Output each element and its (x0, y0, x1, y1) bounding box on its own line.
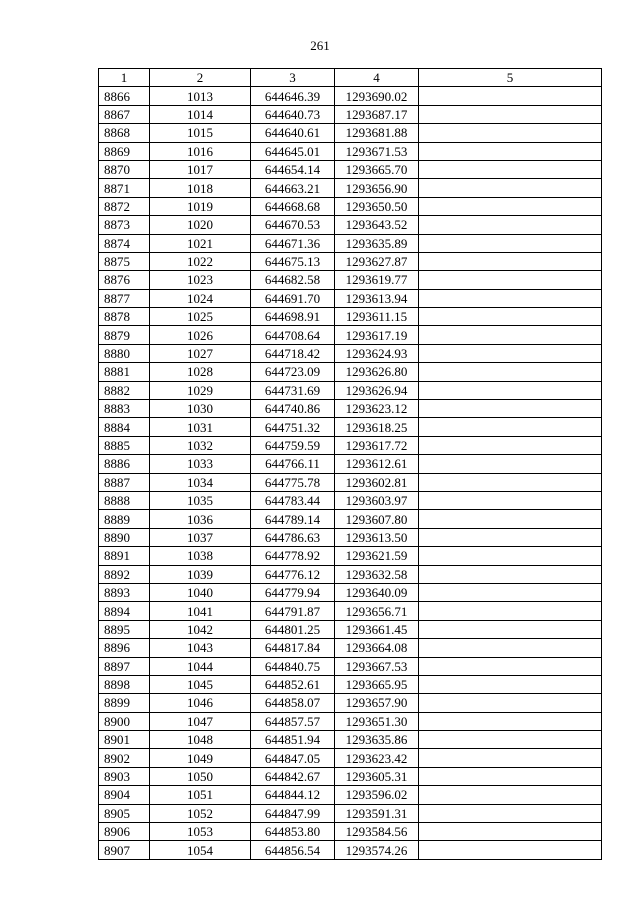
table-cell: 1293665.70 (335, 160, 419, 178)
table-cell: 8893 (99, 583, 150, 601)
table-cell: 1036 (150, 510, 251, 528)
table-cell: 644801.25 (251, 620, 335, 638)
table-cell: 8904 (99, 786, 150, 804)
table-cell: 8873 (99, 216, 150, 234)
table-cell (419, 105, 602, 123)
page-number: 261 (310, 38, 330, 53)
table-cell (419, 547, 602, 565)
table-row (99, 694, 602, 712)
table-cell: 1039 (150, 565, 251, 583)
table-header-row (99, 69, 602, 87)
column-header: 2 (150, 69, 251, 87)
table-row (99, 363, 602, 381)
table-cell: 8867 (99, 105, 150, 123)
table-row (99, 326, 602, 344)
table-cell: 8899 (99, 694, 150, 712)
table-cell (419, 491, 602, 509)
table-cell: 1293656.90 (335, 179, 419, 197)
table-cell (419, 712, 602, 730)
table-cell: 1023 (150, 271, 251, 289)
table-cell: 644852.61 (251, 675, 335, 693)
table-cell: 1293632.58 (335, 565, 419, 583)
table-cell: 1293626.94 (335, 381, 419, 399)
table-cell: 8887 (99, 473, 150, 491)
table-row (99, 436, 602, 454)
table-cell: 8871 (99, 179, 150, 197)
table-cell (419, 455, 602, 473)
table-cell (419, 179, 602, 197)
table-cell: 1028 (150, 363, 251, 381)
table-cell: 1293612.61 (335, 455, 419, 473)
table-cell: 1034 (150, 473, 251, 491)
table-cell: 1029 (150, 381, 251, 399)
table-cell: 8888 (99, 491, 150, 509)
table-cell (419, 694, 602, 712)
table-cell: 1014 (150, 105, 251, 123)
table-cell: 1020 (150, 216, 251, 234)
table-cell: 8875 (99, 252, 150, 270)
table-cell: 8880 (99, 344, 150, 362)
table-cell: 1293603.97 (335, 491, 419, 509)
table-cell: 644858.07 (251, 694, 335, 712)
table-cell: 644671.36 (251, 234, 335, 252)
table-row (99, 583, 602, 601)
table-row (99, 767, 602, 785)
table-cell: 8889 (99, 510, 150, 528)
table-cell: 1293596.02 (335, 786, 419, 804)
table-row (99, 620, 602, 638)
table-cell: 644708.64 (251, 326, 335, 344)
coordinates-table (98, 68, 602, 860)
table-cell: 1293661.45 (335, 620, 419, 638)
table-row (99, 418, 602, 436)
table-row (99, 124, 602, 142)
table-row (99, 234, 602, 252)
table-cell (419, 473, 602, 491)
table-cell: 1050 (150, 767, 251, 785)
table-cell: 1293664.08 (335, 639, 419, 657)
table-cell: 1293657.90 (335, 694, 419, 712)
table-cell (419, 363, 602, 381)
table-cell: 1052 (150, 804, 251, 822)
table-cell: 1293623.42 (335, 749, 419, 767)
table-cell (419, 271, 602, 289)
table-cell: 1293617.72 (335, 436, 419, 454)
table-row (99, 491, 602, 509)
table-cell: 8886 (99, 455, 150, 473)
table-cell: 644682.58 (251, 271, 335, 289)
table-cell (419, 657, 602, 675)
table-cell (419, 565, 602, 583)
table-cell: 8902 (99, 749, 150, 767)
table-cell: 644698.91 (251, 308, 335, 326)
table-cell: 1293611.15 (335, 308, 419, 326)
table-cell: 8874 (99, 234, 150, 252)
table-row (99, 344, 602, 362)
table-row (99, 547, 602, 565)
table-cell: 644842.67 (251, 767, 335, 785)
table-cell: 8895 (99, 620, 150, 638)
table-cell: 1016 (150, 142, 251, 160)
table-cell (419, 197, 602, 215)
table-row (99, 804, 602, 822)
table-cell: 644668.68 (251, 197, 335, 215)
table-cell (419, 400, 602, 418)
table-row (99, 510, 602, 528)
table-cell: 644646.39 (251, 87, 335, 105)
table-cell: 1049 (150, 749, 251, 767)
table-cell: 8905 (99, 804, 150, 822)
table-row (99, 749, 602, 767)
table-cell (419, 344, 602, 362)
table-cell: 1038 (150, 547, 251, 565)
table-cell: 1013 (150, 87, 251, 105)
table-cell: 8907 (99, 841, 150, 859)
table-cell: 1017 (150, 160, 251, 178)
table-cell (419, 308, 602, 326)
table-row (99, 657, 602, 675)
table-row (99, 381, 602, 399)
table-cell: 8882 (99, 381, 150, 399)
table-cell (419, 510, 602, 528)
table-cell: 8891 (99, 547, 150, 565)
table-cell: 644670.53 (251, 216, 335, 234)
table-row (99, 87, 602, 105)
table-cell: 8890 (99, 528, 150, 546)
table-cell: 644853.80 (251, 823, 335, 841)
table-cell: 1037 (150, 528, 251, 546)
table-cell (419, 87, 602, 105)
table-cell (419, 436, 602, 454)
table-row (99, 786, 602, 804)
table-cell: 8872 (99, 197, 150, 215)
table-cell: 1293623.12 (335, 400, 419, 418)
table-cell: 1024 (150, 289, 251, 307)
table-cell: 644789.14 (251, 510, 335, 528)
table-cell (419, 823, 602, 841)
table-row (99, 841, 602, 859)
table-cell: 1293665.95 (335, 675, 419, 693)
table-cell: 1293643.52 (335, 216, 419, 234)
table-cell: 1018 (150, 179, 251, 197)
table-cell: 8884 (99, 418, 150, 436)
table-row (99, 179, 602, 197)
table-cell: 1040 (150, 583, 251, 601)
table-cell: 1293618.25 (335, 418, 419, 436)
table-cell: 8881 (99, 363, 150, 381)
table-row (99, 528, 602, 546)
table-cell: 644775.78 (251, 473, 335, 491)
table-cell: 1293621.59 (335, 547, 419, 565)
table-cell: 644851.94 (251, 731, 335, 749)
table-cell: 8901 (99, 731, 150, 749)
table-row (99, 473, 602, 491)
table-cell: 1293626.80 (335, 363, 419, 381)
table-cell: 8906 (99, 823, 150, 841)
table-cell: 1293613.94 (335, 289, 419, 307)
table-row (99, 252, 602, 270)
table-cell (419, 418, 602, 436)
table-cell (419, 583, 602, 601)
table-cell: 644783.44 (251, 491, 335, 509)
table-cell: 1026 (150, 326, 251, 344)
table-cell: 1054 (150, 841, 251, 859)
table-cell: 644740.86 (251, 400, 335, 418)
table-cell (419, 124, 602, 142)
table-cell (419, 675, 602, 693)
table-cell: 1027 (150, 344, 251, 362)
table-cell: 1031 (150, 418, 251, 436)
table-row (99, 289, 602, 307)
table-row (99, 823, 602, 841)
table-cell: 644856.54 (251, 841, 335, 859)
table-cell: 644723.09 (251, 363, 335, 381)
table-cell: 1293627.87 (335, 252, 419, 270)
table-cell: 8866 (99, 87, 150, 105)
table-cell (419, 326, 602, 344)
table-cell (419, 528, 602, 546)
table-cell: 1293591.31 (335, 804, 419, 822)
table-cell: 8897 (99, 657, 150, 675)
table-cell (419, 234, 602, 252)
table-cell: 1044 (150, 657, 251, 675)
table-cell: 644759.59 (251, 436, 335, 454)
table-cell (419, 804, 602, 822)
table-cell: 1293667.53 (335, 657, 419, 675)
table-cell: 1051 (150, 786, 251, 804)
table-cell: 1293605.31 (335, 767, 419, 785)
table-cell: 8879 (99, 326, 150, 344)
column-header: 4 (335, 69, 419, 87)
table-cell: 1021 (150, 234, 251, 252)
table-cell: 1293617.19 (335, 326, 419, 344)
table-cell: 1293619.77 (335, 271, 419, 289)
table-cell: 1293687.17 (335, 105, 419, 123)
table-cell (419, 381, 602, 399)
table-cell (419, 216, 602, 234)
table-cell (419, 767, 602, 785)
table-cell: 8877 (99, 289, 150, 307)
table-cell: 1030 (150, 400, 251, 418)
table-cell: 8883 (99, 400, 150, 418)
table-row (99, 712, 602, 730)
table-cell: 644778.92 (251, 547, 335, 565)
table-cell: 644766.11 (251, 455, 335, 473)
table-cell (419, 786, 602, 804)
table-cell (419, 749, 602, 767)
table-cell: 644840.75 (251, 657, 335, 675)
table-cell: 1293602.81 (335, 473, 419, 491)
table-cell: 1293635.86 (335, 731, 419, 749)
table-cell: 1293671.53 (335, 142, 419, 160)
table-cell: 1293574.26 (335, 841, 419, 859)
table-body (99, 87, 602, 859)
table-cell: 644847.05 (251, 749, 335, 767)
table-cell: 1293624.93 (335, 344, 419, 362)
table-cell: 644847.99 (251, 804, 335, 822)
table-cell: 644857.57 (251, 712, 335, 730)
table-cell: 8878 (99, 308, 150, 326)
table-cell: 1293613.50 (335, 528, 419, 546)
table-cell: 644645.01 (251, 142, 335, 160)
table-cell: 644786.63 (251, 528, 335, 546)
table-row (99, 216, 602, 234)
table-cell: 644791.87 (251, 602, 335, 620)
table-cell: 1032 (150, 436, 251, 454)
table-cell (419, 252, 602, 270)
table-cell: 1293635.89 (335, 234, 419, 252)
table-row (99, 308, 602, 326)
table-cell: 644776.12 (251, 565, 335, 583)
table-cell (419, 602, 602, 620)
table-cell: 1022 (150, 252, 251, 270)
table-cell: 1053 (150, 823, 251, 841)
table-cell: 644691.70 (251, 289, 335, 307)
table-row (99, 639, 602, 657)
table-cell (419, 160, 602, 178)
table-cell: 1019 (150, 197, 251, 215)
table-cell: 644751.32 (251, 418, 335, 436)
table-cell: 1293584.56 (335, 823, 419, 841)
table-cell: 8900 (99, 712, 150, 730)
table-cell: 1045 (150, 675, 251, 693)
table-cell: 1043 (150, 639, 251, 657)
table-cell: 1293640.09 (335, 583, 419, 601)
table-row (99, 271, 602, 289)
table-cell: 1293651.30 (335, 712, 419, 730)
table-cell (419, 639, 602, 657)
table-cell (419, 731, 602, 749)
table-row (99, 731, 602, 749)
table-cell: 1293681.88 (335, 124, 419, 142)
table-cell: 644779.94 (251, 583, 335, 601)
table-row (99, 602, 602, 620)
table-cell: 8869 (99, 142, 150, 160)
table-row (99, 675, 602, 693)
table-cell: 1046 (150, 694, 251, 712)
table-cell: 1048 (150, 731, 251, 749)
table-cell: 8894 (99, 602, 150, 620)
table-cell: 1042 (150, 620, 251, 638)
table-cell: 1033 (150, 455, 251, 473)
table-cell: 644663.21 (251, 179, 335, 197)
table-cell (419, 841, 602, 859)
table-cell: 8870 (99, 160, 150, 178)
table-cell: 644718.42 (251, 344, 335, 362)
column-header: 5 (419, 69, 602, 87)
table-row (99, 400, 602, 418)
table-cell: 1293607.80 (335, 510, 419, 528)
table-cell: 644844.12 (251, 786, 335, 804)
table-cell: 644654.14 (251, 160, 335, 178)
column-header: 1 (99, 69, 150, 87)
table-cell: 1047 (150, 712, 251, 730)
table-row (99, 565, 602, 583)
table-cell: 8892 (99, 565, 150, 583)
table-row (99, 142, 602, 160)
table-row (99, 455, 602, 473)
table-cell: 644731.69 (251, 381, 335, 399)
table-cell: 644817.84 (251, 639, 335, 657)
table-cell: 1293650.50 (335, 197, 419, 215)
table-cell: 644640.73 (251, 105, 335, 123)
table-cell: 644675.13 (251, 252, 335, 270)
table-cell: 1035 (150, 491, 251, 509)
table-cell: 1015 (150, 124, 251, 142)
table-row (99, 105, 602, 123)
table-cell: 644640.61 (251, 124, 335, 142)
table-cell: 8898 (99, 675, 150, 693)
table-cell: 1293656.71 (335, 602, 419, 620)
table-cell: 8885 (99, 436, 150, 454)
table-cell (419, 620, 602, 638)
column-header: 3 (251, 69, 335, 87)
table-cell (419, 142, 602, 160)
table-cell: 1041 (150, 602, 251, 620)
table-cell (419, 289, 602, 307)
table-cell: 1293690.02 (335, 87, 419, 105)
table-cell: 8876 (99, 271, 150, 289)
table-cell: 8868 (99, 124, 150, 142)
table-row (99, 160, 602, 178)
table-row (99, 197, 602, 215)
table-cell: 8903 (99, 767, 150, 785)
table-cell: 1025 (150, 308, 251, 326)
table-cell: 8896 (99, 639, 150, 657)
